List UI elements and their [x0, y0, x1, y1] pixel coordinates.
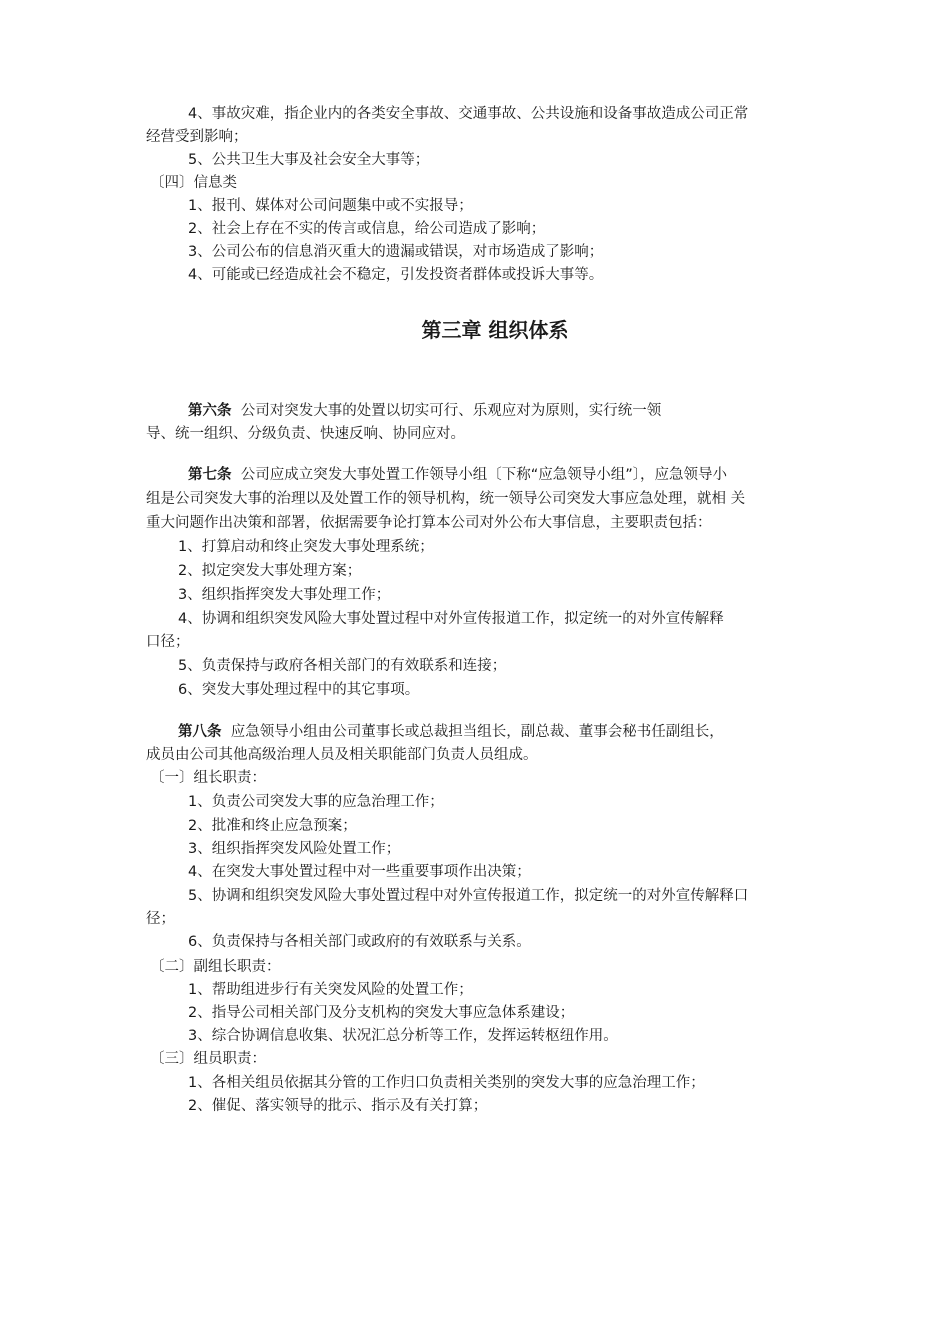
article-label: 第七条 — [188, 467, 232, 483]
list-item: 2、拟定突发大事处理方案； — [178, 563, 362, 579]
list-item: 1、各相关组员依据其分管的工作归口负责相关类别的突发大事的应急治理工作； — [188, 1075, 705, 1091]
text-line: 1、报刊、媒体对公司问题集中或不实报导； — [188, 198, 473, 214]
list-item: 4、在突发大事处置过程中对一些重要事项作出决策； — [188, 864, 531, 880]
text-line: 5、公共卫生大事及社会安全大事等； — [188, 152, 430, 168]
list-item: 6、负责保持与各相关部门或政府的有效联系与关系。 — [188, 934, 531, 950]
list-item: 4、协调和组织突发风险大事处置过程中对外宣传报道工作，拟定统一的对外宣传解释 — [178, 611, 724, 627]
list-item: 3、综合协调信息收集、状况汇总分析等工作，发挥运转枢纽作用。 — [188, 1028, 618, 1044]
section-heading: 〔二〕副组长职责： — [150, 959, 281, 975]
list-item: 3、组织指挥突发大事处理工作； — [178, 587, 391, 603]
list-item: 径； — [146, 911, 175, 927]
text-line: 4、事故灾难，指企业内的各类安全事故、交通事故、公共设施和设备事故造成公司正常 — [188, 106, 749, 122]
article-8-line — [178, 722, 724, 742]
text-line: 导、统一组织、分级负责、快速反响、协同应对。 — [146, 426, 465, 442]
text-line: 经营受到影响； — [146, 129, 248, 145]
chapter-title: 第三章 组织体系 — [421, 318, 569, 342]
list-item: 6、突发大事处理过程中的其它事项。 — [178, 682, 420, 698]
list-item: 2、批准和终止应急预案； — [188, 818, 357, 834]
list-item: 1、打算启动和终止突发大事处理系统； — [178, 539, 434, 555]
text-line: 成员由公司其他高级治理人员及相关职能部门负责人员组成。 — [146, 747, 538, 763]
text-line: 3、公司公布的信息消灭重大的遗漏或错误，对市场造成了影响； — [188, 244, 604, 260]
list-item: 1、负责公司突发大事的应急治理工作； — [188, 794, 444, 810]
section-heading: 〔四〕信息类 — [150, 175, 237, 191]
article-7-line — [188, 465, 727, 485]
article-text: 公司对突发大事的处置以切实可行、乐观应对为原则，实行统一领 — [240, 403, 662, 419]
article-text: 应急领导小组由公司董事长或总裁担当组长，副总裁、董事会秘书任副组长， — [230, 724, 724, 740]
text-line: 4、可能或已经造成社会不稳定，引发投资者群体或投诉大事等。 — [188, 267, 604, 283]
article-label: 第八条 — [178, 724, 222, 740]
section-heading: 〔一〕组长职责： — [150, 770, 266, 786]
text-line: 重大问题作出决策和部署，依据需要争论打算本公司对外公布大事信息，主要职责包括： — [146, 515, 712, 531]
article-6-line — [188, 401, 661, 421]
section-heading: 〔三〕组员职责： — [150, 1051, 266, 1067]
list-item: 口径； — [146, 634, 190, 650]
article-label: 第六条 — [188, 403, 232, 419]
list-item: 5、协调和组织突发风险大事处置过程中对外宣传报道工作，拟定统一的对外宣传解释口 — [188, 888, 749, 904]
article-text: 公司应成立突发大事处置工作领导小组〔下称“应急领导小组”〕，应急领导小 — [240, 467, 727, 483]
list-item: 2、指导公司相关部门及分支机构的突发大事应急体系建设； — [188, 1005, 575, 1021]
text-line: 组是公司突发大事的治理以及处置工作的领导机构，统一领导公司突发大事应急处理，就相 关 — [146, 491, 746, 507]
list-item: 1、帮助组进步行有关突发风险的处置工作； — [188, 982, 473, 998]
list-item: 2、催促、落实领导的批示、指示及有关打算； — [188, 1098, 488, 1114]
text-line: 2、社会上存在不实的传言或信息，给公司造成了影响； — [188, 221, 546, 237]
list-item: 3、组织指挥突发风险处置工作； — [188, 841, 401, 857]
list-item: 5、负责保持与政府各相关部门的有效联系和连接； — [178, 658, 507, 674]
